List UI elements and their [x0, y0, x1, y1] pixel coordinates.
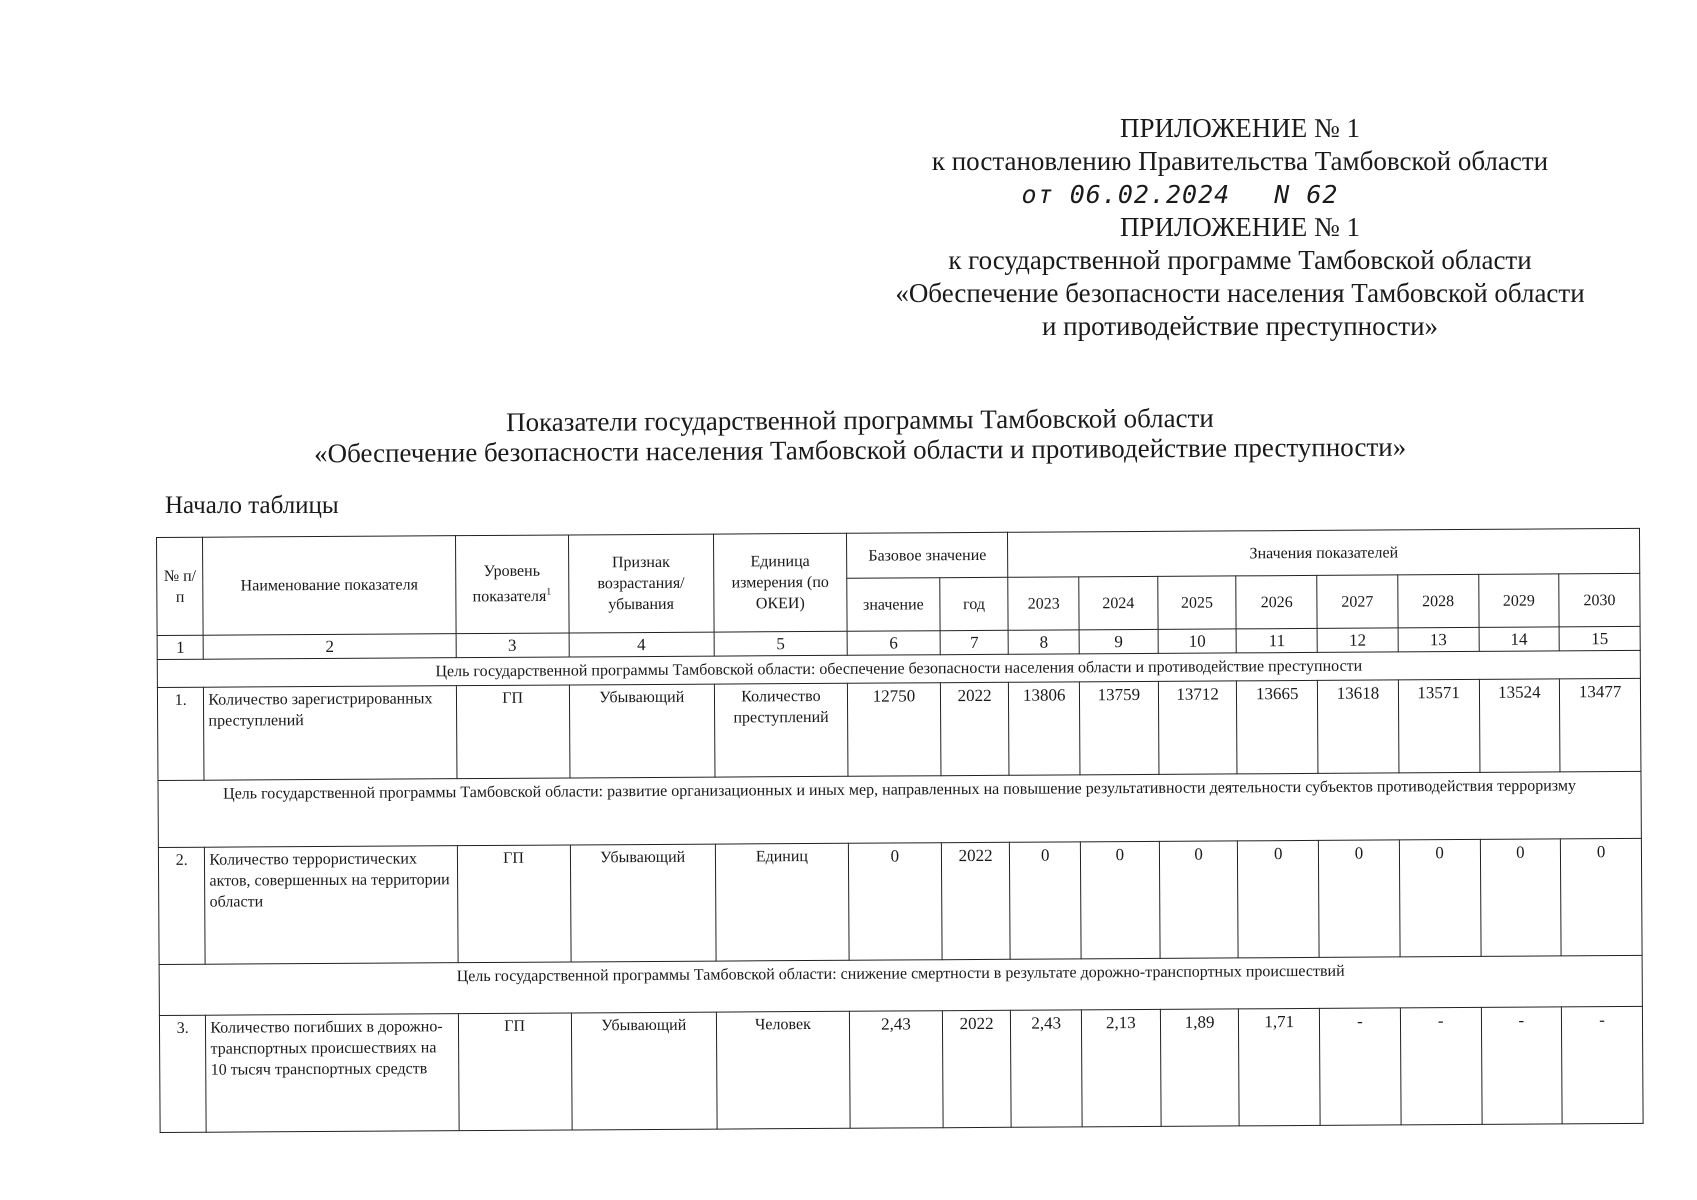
row-num: 1.	[157, 687, 204, 780]
table-row	[158, 838, 1642, 964]
header-year: 2024	[1079, 576, 1158, 629]
header-num: № п/п	[157, 537, 204, 635]
header-year: 2028	[1398, 574, 1479, 627]
program-name-line-2: и противодействие преступности»	[1041, 311, 1439, 341]
table-start-label: Начало таблицы	[165, 492, 339, 519]
column-index: 1	[157, 635, 204, 659]
program-name-line-1: «Обеспечение безопасности населения Тамбовской области	[895, 278, 1585, 308]
column-index: 2	[204, 634, 456, 660]
row-value: 0	[1480, 839, 1561, 956]
handwritten-number: N 62	[1274, 180, 1339, 209]
row-name: Количество погибших в дорожно-транспортных происшествиях на 10 тысяч транспортных средств	[206, 1014, 459, 1133]
row-level: ГП	[458, 1013, 572, 1131]
goal-text: Цель государственной программы Тамбовской области: обеспечение безопасности населения области и противодействие преступности	[157, 650, 1640, 687]
row-value: 13524	[1479, 679, 1560, 772]
row-value: 0	[1319, 840, 1400, 957]
handwritten-date-number	[800, 178, 1560, 211]
row-name: Количество террористических актов, совершенных на территории области	[205, 846, 458, 965]
row-value: 13618	[1318, 680, 1399, 773]
row-value: 0	[1159, 841, 1238, 958]
row-value: 0	[1238, 840, 1319, 957]
appendix-title: ПРИЛОЖЕНИЕ № 1	[1119, 113, 1361, 143]
row-unit: Человек	[716, 1011, 850, 1129]
column-index: 14	[1479, 627, 1560, 651]
row-value: 13665	[1237, 680, 1318, 773]
row-value: 1,89	[1160, 1009, 1239, 1126]
header-unit: Единица измерения (по ОКЕИ)	[713, 533, 847, 632]
column-index: 11	[1237, 628, 1318, 652]
indicators-table-wrapper	[156, 528, 1644, 1133]
goal-text: Цель государственной программы Тамбовской области: снижение смертности в результате дорожно-транспортных происшествий	[159, 955, 1642, 1015]
row-value: 2,43	[1011, 1010, 1082, 1127]
row-value: 0	[1399, 839, 1480, 956]
row-value: 13806	[1009, 682, 1080, 775]
row-value: -	[1562, 1006, 1643, 1123]
row-value: 0	[1080, 841, 1159, 958]
row-trend: Убывающий	[571, 1012, 717, 1130]
header-base: Базовое значение	[847, 532, 1009, 578]
header-level-text: Уровень показателя	[472, 562, 547, 606]
row-name: Количество зарегистрированных преступлений	[204, 686, 457, 781]
column-index: 8	[1009, 630, 1080, 654]
row-value: 13477	[1560, 678, 1641, 771]
row-value: 13712	[1158, 681, 1237, 774]
header-base-year: год	[940, 577, 1009, 630]
row-num: 3.	[159, 1015, 206, 1132]
row-value: 13759	[1079, 681, 1158, 774]
goal-row	[159, 955, 1642, 1015]
row-trend: Убывающий	[570, 844, 716, 962]
row-base-year: 2022	[942, 1010, 1011, 1127]
column-index: 9	[1079, 629, 1158, 653]
program-ref-line: к государственной программе Тамбовской области	[948, 245, 1532, 275]
row-value: 13571	[1398, 679, 1479, 772]
appendix-title-2: ПРИЛОЖЕНИЕ № 1	[1119, 212, 1361, 242]
indicators-table	[156, 528, 1644, 1133]
row-base-value: 12750	[847, 683, 940, 777]
column-index: 4	[569, 632, 714, 657]
row-base-year: 2022	[940, 682, 1009, 775]
document-title-line-2: «Обеспечение безопасности населения Тамбовской области и противодействие преступности»	[313, 431, 1407, 469]
header-year: 2029	[1478, 574, 1559, 627]
row-trend: Убывающий	[569, 684, 715, 778]
header-base-value: значение	[847, 578, 940, 632]
header-level	[455, 535, 569, 634]
row-unit: Количество преступлений	[714, 683, 848, 777]
row-level: ГП	[457, 845, 571, 963]
goal-row	[158, 771, 1641, 847]
header-year: 2025	[1157, 576, 1236, 629]
column-index: 6	[847, 631, 940, 656]
header-year: 2023	[1008, 577, 1079, 630]
document-title-line-1: Показатели государственной программы Тамбовской области	[505, 402, 1214, 438]
table-row	[157, 678, 1641, 780]
column-index: 13	[1398, 627, 1479, 651]
row-base-value: 2,43	[849, 1011, 943, 1129]
header-level-footnote: 1	[546, 586, 552, 598]
header-trend: Признак возрастания/ убывания	[568, 534, 714, 633]
row-unit: Единиц	[715, 843, 849, 961]
column-index: 5	[714, 631, 847, 656]
column-index: 7	[940, 630, 1009, 654]
header-year: 2030	[1559, 573, 1640, 626]
goal-text: Цель государственной программы Тамбовской области: развитие организационных и иных мер, направленных на повышение результативности деятельности субъектов противодействия терроризму	[158, 771, 1641, 847]
column-index: 15	[1559, 626, 1640, 650]
table-row	[159, 1006, 1643, 1132]
row-base-value: 0	[848, 843, 942, 961]
row-num: 2.	[158, 847, 205, 964]
handwritten-date: от 06.02.2024	[1021, 180, 1231, 209]
header-year: 2027	[1317, 575, 1398, 628]
row-value: 0	[1561, 838, 1642, 955]
document-title	[260, 401, 1460, 468]
appendix-header	[860, 112, 1620, 343]
row-value: 0	[1010, 842, 1081, 959]
row-value: 1,71	[1239, 1008, 1320, 1125]
row-level: ГП	[456, 685, 570, 779]
column-index: 3	[456, 633, 569, 658]
row-value: 2,13	[1081, 1009, 1160, 1126]
appendix-resolution-ref: к постановлению Правительства Тамбовской области	[931, 146, 1549, 176]
row-value: -	[1400, 1007, 1481, 1124]
header-name: Наименование показателя	[203, 536, 456, 636]
row-value: -	[1320, 1008, 1401, 1125]
column-index: 10	[1158, 629, 1237, 653]
header-values: Значения показателей	[1008, 528, 1640, 577]
header-year: 2026	[1236, 575, 1317, 628]
column-index: 12	[1317, 628, 1398, 652]
row-base-year: 2022	[941, 842, 1010, 959]
row-value: -	[1481, 1007, 1562, 1124]
